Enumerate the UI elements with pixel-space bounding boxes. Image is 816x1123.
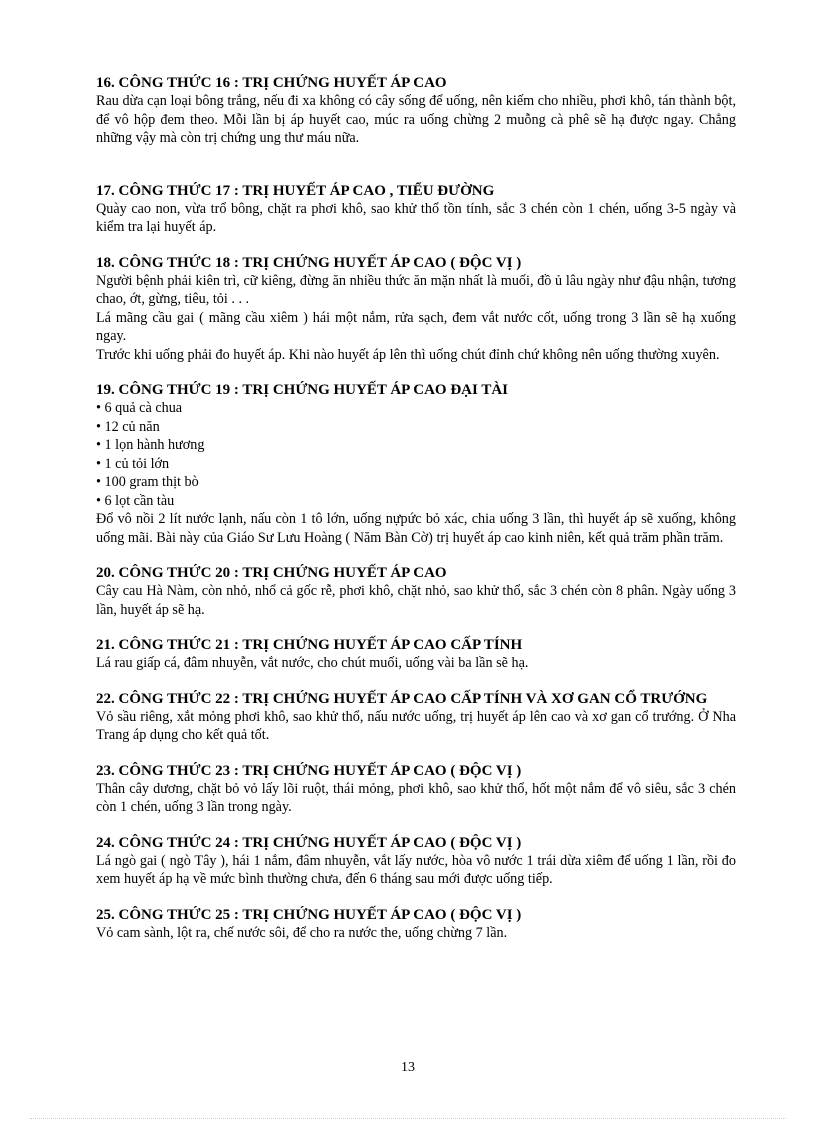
recipe-text: Rau dừa cạn loại bông trắng, nếu đi xa không có cây sống để uống, nên kiếm cho nhiều, phơi khô, tán thành bột, để vô hộp đem theo. Mỗi lần bị áp huyết cao, múc ra uống chừng 2 muỗng cà phê sẽ hạ được ngay. Chẳng những vậy mà còn trị chứng ung thư máu nữa. bbox=[96, 93, 736, 146]
recipe-text: Vỏ cam sành, lột ra, chế nước sôi, để cho ra nước the, uống chừng 7 lần. bbox=[96, 924, 508, 941]
recipe-21 bbox=[96, 636, 736, 673]
recipe-25 bbox=[96, 906, 736, 943]
recipe-16 bbox=[96, 74, 736, 148]
recipe-18 bbox=[96, 254, 736, 365]
ingredient-item: • 12 củ năn bbox=[96, 418, 160, 435]
page-bottom-divider bbox=[30, 1118, 786, 1119]
recipe-heading: 23. CÔNG THỨC 23 : TRỊ CHỨNG HUYẾT ÁP CAO ( ĐỘC VỊ ) bbox=[96, 762, 522, 779]
page-number: 13 bbox=[401, 1060, 415, 1075]
ingredient-item: • 6 lọt cần tàu bbox=[96, 492, 175, 509]
recipe-heading: 18. CÔNG THỨC 18 : TRỊ CHỨNG HUYẾT ÁP CAO ( ĐỘC VỊ ) bbox=[96, 254, 522, 271]
recipe-text: Người bệnh phải kiên trì, cữ kiêng, đừng ăn nhiều thức ăn mặn nhất là muối, đồ ủ lâu ngày như đậu nhận, tương chao, ớt, gừng, tiêu, tỏi . . . bbox=[96, 272, 736, 307]
recipe-text: Lá mãng cầu gai ( mãng cầu xiêm ) hái một nắm, rửa sạch, đem vắt nước cốt, uống trong 3 lần sẽ hạ xuống ngay. bbox=[96, 309, 736, 344]
recipe-heading: 20. CÔNG THỨC 20 : TRỊ CHỨNG HUYẾT ÁP CAO bbox=[96, 565, 447, 581]
recipe-23 bbox=[96, 762, 736, 817]
ingredient-item: • 6 quả cà chua bbox=[96, 400, 183, 416]
recipe-text: Lá ngò gai ( ngò Tây ), hái 1 nắm, đâm nhuyễn, vắt lấy nước, hòa vô nước 1 trái dừa xiêm để uống 1 lần, rồi đo xem huyết áp hạ về mức bình thường chưa, đến 6 tháng sau mới được uống tiếp. bbox=[96, 852, 736, 887]
document-page bbox=[96, 74, 736, 959]
recipe-text: Thân cây dương, chặt bỏ vỏ lấy lõi ruột, thái mỏng, phơi khô, sao khử thổ, hốt một nắm để vô siêu, sắc 3 chén còn 1 chén, uống 3 lần trong ngày. bbox=[96, 780, 736, 815]
recipe-text: Trước khi uống phải đo huyết áp. Khi nào huyết áp lên thì uống chút đỉnh chứ không nên uống thường xuyên. bbox=[96, 346, 720, 363]
recipe-heading: 19. CÔNG THỨC 19 : TRỊ CHỨNG HUYẾT ÁP CAO ĐẠI TÀI bbox=[96, 382, 508, 398]
recipe-heading: 17. CÔNG THỨC 17 : TRỊ HUYẾT ÁP CAO , TIỂU ĐƯỜNG bbox=[96, 182, 495, 199]
recipe-20 bbox=[96, 564, 736, 619]
recipe-heading: 22. CÔNG THỨC 22 : TRỊ CHỨNG HUYẾT ÁP CAO CẤP TÍNH VÀ XƠ GAN CỔ TRƯỚNG bbox=[96, 690, 708, 707]
ingredient-item: • 100 gram thịt bò bbox=[96, 474, 199, 490]
recipe-text: Quày cao non, vừa trổ bông, chặt ra phơi khô, sao khử thổ tồn tính, sắc 3 chén còn 1 chén, uống 3-5 ngày và kiểm tra lại huyết áp. bbox=[96, 200, 736, 235]
recipe-19 bbox=[96, 381, 736, 547]
recipe-17 bbox=[96, 182, 736, 237]
recipe-text: Đổ vô nồi 2 lít nước lạnh, nấu còn 1 tô lớn, uống nựpức bỏ xác, chia uống 3 lần, thì huyết áp sẽ xuống, không uống mãi. Bài này của Giáo Sư Lưu Hoàng ( Năm Bàn Cờ) trị huyết áp cao kinh niên, kết quả trăm phần trăm. bbox=[96, 511, 736, 546]
recipe-22 bbox=[96, 690, 736, 745]
ingredient-list bbox=[96, 399, 736, 510]
ingredient-item: • 1 củ tỏi lớn bbox=[96, 455, 170, 472]
recipe-24 bbox=[96, 834, 736, 889]
recipe-text: Cây cau Hà Nàm, còn nhỏ, nhổ cả gốc rễ, phơi khô, chặt nhỏ, sao khử thổ, sắc 3 chén còn 8 phân. Ngày uống 3 lần, huyết áp sẽ hạ. bbox=[96, 583, 736, 618]
recipe-heading: 24. CÔNG THỨC 24 : TRỊ CHỨNG HUYẾT ÁP CAO ( ĐỘC VỊ ) bbox=[96, 834, 522, 851]
recipe-text: Lá rau giấp cá, đâm nhuyễn, vắt nước, cho chút muối, uống vài ba lần sẽ hạ. bbox=[96, 655, 529, 671]
recipe-heading: 16. CÔNG THỨC 16 : TRỊ CHỨNG HUYẾT ÁP CAO bbox=[96, 75, 447, 91]
recipe-heading: 21. CÔNG THỨC 21 : TRỊ CHỨNG HUYẾT ÁP CAO CẤP TÍNH bbox=[96, 637, 523, 653]
recipe-heading: 25. CÔNG THỨC 25 : TRỊ CHỨNG HUYẾT ÁP CAO ( ĐỘC VỊ ) bbox=[96, 906, 522, 923]
ingredient-item: • 1 lọn hành hương bbox=[96, 437, 205, 453]
recipe-text: Vỏ sầu riêng, xắt mỏng phơi khô, sao khử thổ, nấu nước uống, trị huyết áp lên cao và xơ gan cổ trướng. Ở Nha Trang áp dụng cho kết quả tốt. bbox=[96, 708, 736, 743]
